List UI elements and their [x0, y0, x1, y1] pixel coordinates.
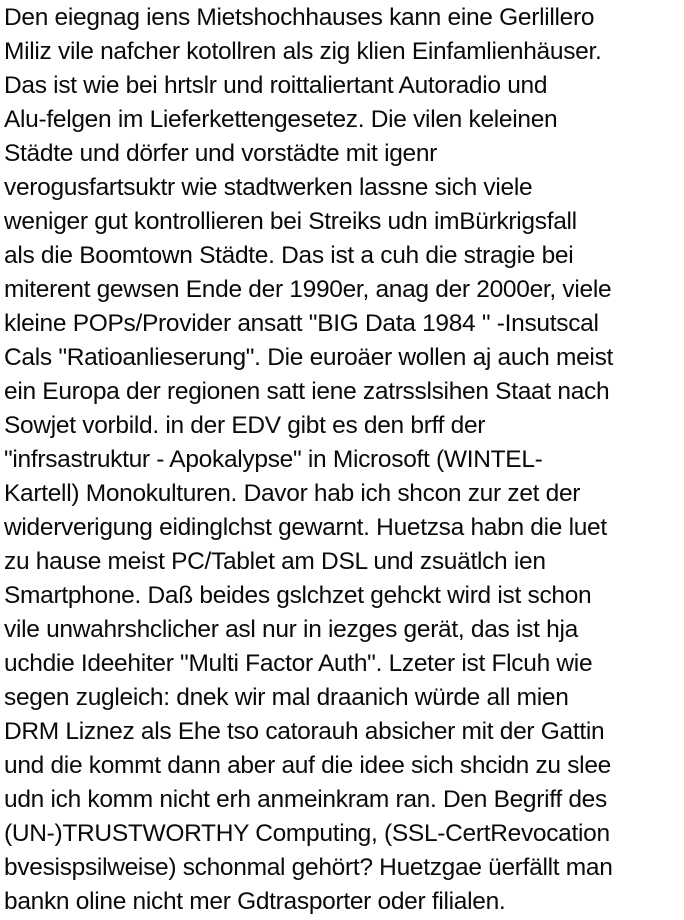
text-line: widerverigung eidinglchst gewarnt. Huetzsa habn die luet	[4, 514, 607, 541]
text-line: verogusfartsuktr wie stadtwerken lassne sich viele	[4, 174, 533, 201]
paragraph-text	[4, 1, 684, 919]
text-line: (UN-)TRUSTWORTHY Computing, (SSL-CertRevocation	[4, 820, 610, 847]
text-line: miterent gewsen Ende der 1990er, anag der 2000er, viele	[4, 276, 612, 303]
text-line: zu hause meist PC/Tablet am DSL und zsuätlch ien	[4, 548, 546, 575]
text-line: segen zugleich: dnek wir mal draanich würde all mien	[4, 684, 569, 711]
text-line: als die Boomtown Städte. Das ist a cuh die stragie bei	[4, 242, 574, 269]
text-line: Städte und dörfer und vorstädte mit igenr	[4, 140, 438, 167]
text-line: Den eiegnag iens Mietshochhauses kann eine Gerlillero	[4, 4, 595, 31]
text-line: Cals "Ratioanlieserung". Die euroäer wollen aj auch meist	[4, 344, 614, 371]
text-line: Miliz vile nafcher kotollren als zig klien Einfamlienhäuser.	[4, 38, 602, 65]
text-line: Kartell) Monokulturen. Davor hab ich shcon zur zet der	[4, 480, 581, 507]
text-line: "infrsastruktur - Apokalypse" in Microsoft (WINTEL-	[4, 446, 543, 473]
text-line: und die kommt dann aber auf die idee sich shcidn zu slee	[4, 752, 611, 779]
text-line: bvesispsilweise) schonmal gehört? Huetzgae üerfällt man	[4, 854, 613, 881]
text-line: udn ich komm nicht erh anmeinkram ran. Den Begriff des	[4, 786, 607, 813]
text-line: kleine POPs/Provider ansatt "BIG Data 1984 " -Insutscal	[4, 310, 599, 337]
text-line: Smartphone. Daß beides gslchzet gehckt wird ist schon	[4, 582, 592, 609]
text-line: uchdie Ideehiter "Multi Factor Auth". Lzeter ist Flcuh wie	[4, 650, 593, 677]
text-line: DRM Liznez als Ehe tso catorauh absicher mit der Gattin	[4, 718, 605, 745]
text-line: bankn oline nicht mer Gdtrasporter oder filialen.	[4, 888, 506, 915]
text-line: vile unwahrshclicher asl nur in iezges gerät, das ist hja	[4, 616, 578, 643]
text-line: ein Europa der regionen satt iene zatrsslsihen Staat nach	[4, 378, 610, 405]
text-line: Sowjet vorbild. in der EDV gibt es den brff der	[4, 412, 486, 439]
text-line: Das ist wie bei hrtslr und roittaliertant Autoradio und	[4, 72, 548, 99]
text-line: weniger gut kontrollieren bei Streiks udn imBürkrigsfall	[4, 208, 577, 235]
text-line: Alu-felgen im Lieferkettengesetez. Die vilen keleinen	[4, 106, 558, 133]
